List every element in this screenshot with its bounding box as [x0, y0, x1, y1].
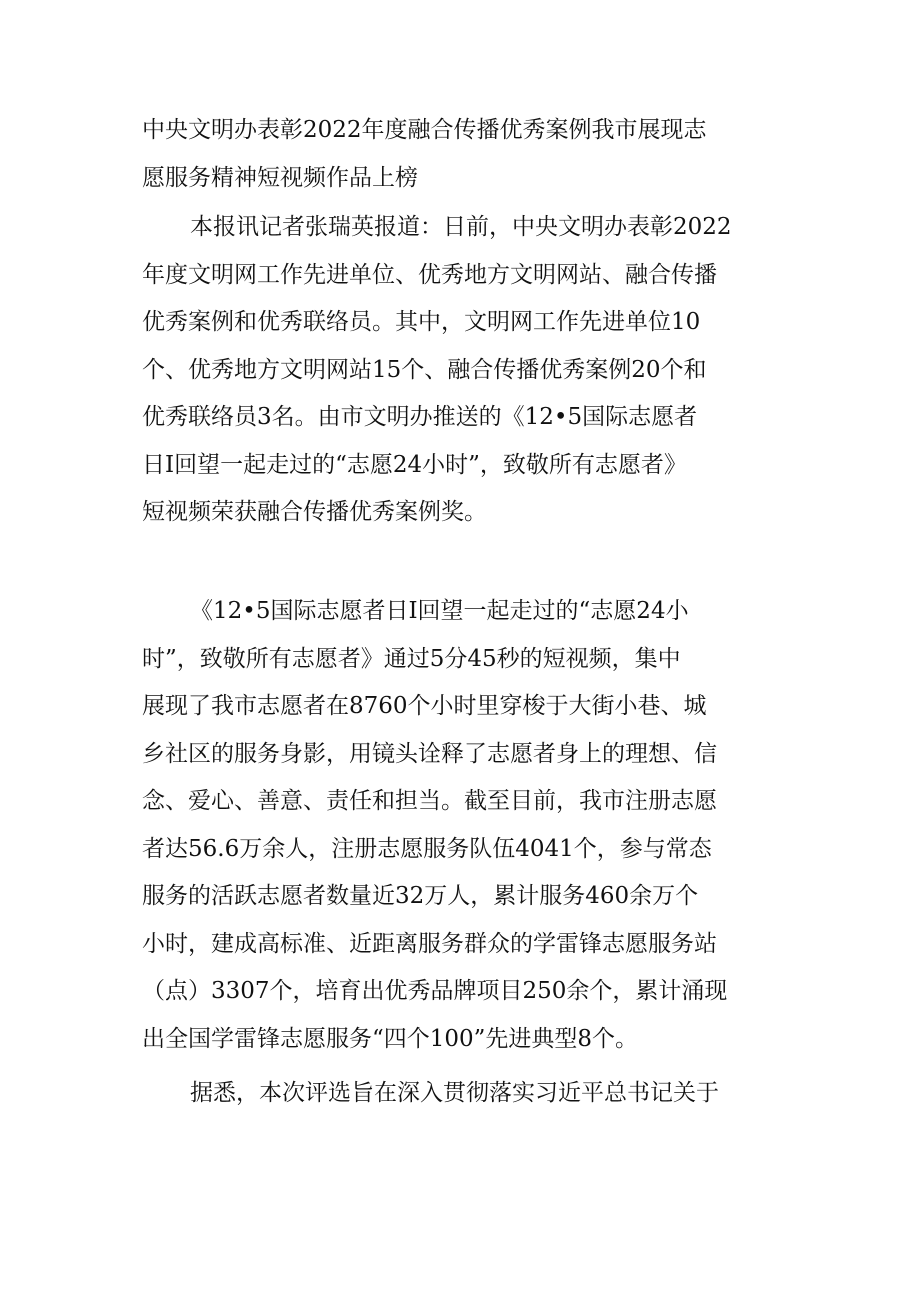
- paragraph-line: 优秀联络员3名。由市文明办推送的《12•5国际志愿者: [142, 404, 698, 430]
- title-line: 中央文明办表彰2022年度融合传播优秀案例我市展现志: [142, 117, 707, 143]
- paragraph-line: 《12•5国际志愿者日I回望一起走过的“志愿24小: [190, 598, 689, 624]
- paragraph-line: 据悉，本次评选旨在深入贯彻落实习近平总书记关于: [190, 1080, 719, 1106]
- paragraph-line: 时”，致敬所有志愿者》通过5分45秒的短视频，集中: [142, 645, 681, 672]
- paragraph-line: 乡社区的服务身影，用镜头诠释了志愿者身上的理想、信: [142, 740, 717, 767]
- paragraph-line: 日I回望一起走过的“志愿24小时”，致敬所有志愿者》: [142, 451, 687, 478]
- title-line: 愿服务精神短视频作品上榜: [142, 164, 418, 191]
- paragraph-background: [142, 1070, 792, 1118]
- paragraph-video: [142, 588, 792, 1063]
- article-title: [142, 107, 792, 202]
- paragraph-line: 个、优秀地方文明网站15个、融合传播优秀案例20个和: [142, 356, 707, 383]
- paragraph-line: 小时，建成高标准、近距离服务群众的学雷锋志愿服务站: [142, 930, 717, 957]
- paragraph-line: 优秀案例和优秀联络员。其中，文明网工作先进单位10: [142, 309, 701, 335]
- paragraph-intro: [142, 204, 792, 537]
- paragraph-line: 本报讯记者张瑞英报道：日前，中央文明办表彰2022: [190, 214, 732, 240]
- paragraph-line: 年度文明网工作先进单位、优秀地方文明网站、融合传播: [142, 261, 717, 288]
- paragraph-line: 服务的活跃志愿者数量近32万人，累计服务460余万个: [142, 883, 699, 909]
- paragraph-line: （点）3307个，培育出优秀品牌项目250余个，累计涌现: [142, 978, 728, 1004]
- paragraph-line: 出全国学雷锋志愿服务“四个100”先进典型8个。: [142, 1025, 639, 1052]
- paragraph-line: 者达56.6万余人，注册志愿服务队伍4041个，参与常态: [142, 835, 712, 862]
- paragraph-line: 展现了我市志愿者在8760个小时里穿梭于大街小巷、城: [142, 693, 707, 719]
- paragraph-line: 念、爱心、善意、责任和担当。截至目前，我市注册志愿: [142, 788, 717, 814]
- paragraph-line: 短视频荣获融合传播优秀案例奖。: [142, 499, 487, 525]
